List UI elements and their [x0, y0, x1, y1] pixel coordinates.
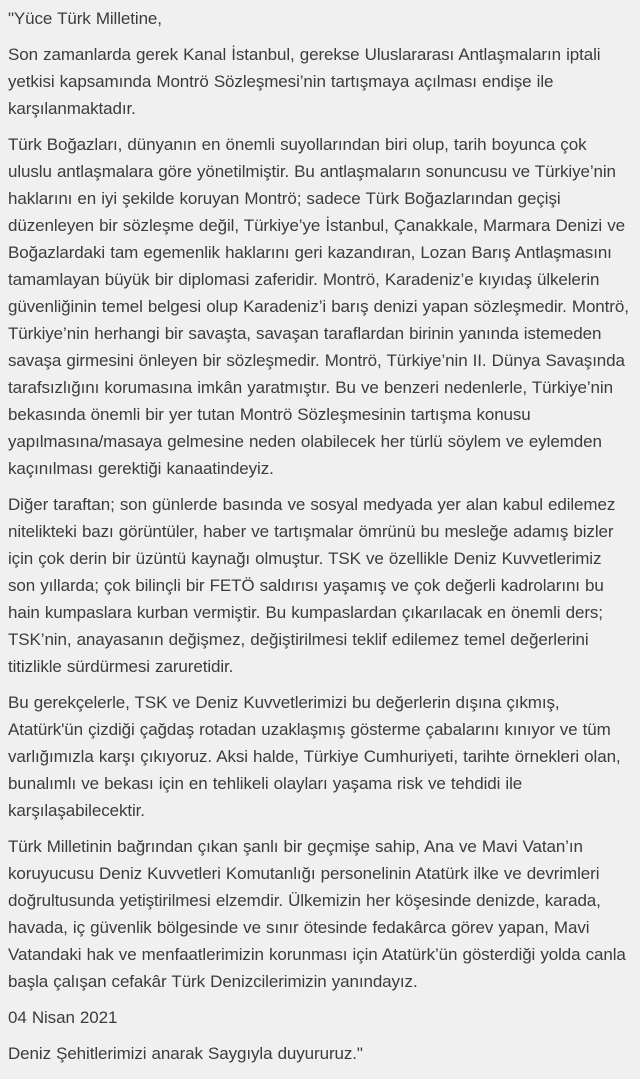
closing-line: Deniz Şehitlerimizi anarak Saygıyla duyururuz." — [8, 1044, 363, 1063]
paragraph-objection: Bu gerekçelerle, TSK ve Deniz Kuvvetlerimizi bu değerlerin dışına çıkmış, Atatürk'ün çizdiği çağdaş rotadan uzaklaşmış gösterme çabalarını kınıyor ve tüm varlığımızla karşı çıkıyoruz. Aksi halde, Türkiye Cumhuriyeti, tarihte örnekleri olan, bunalımlı ve bekası için en tehlikeli olayları yaşama risk ve tehdidi ile karşılaşabilecektir. — [8, 693, 621, 820]
date-line: 04 Nisan 2021 — [8, 1008, 118, 1027]
paragraph-naval-forces: Türk Milletinin bağrından çıkan şanlı bir geçmişe sahip, Ana ve Mavi Vatan’ın koruyucusu Deniz Kuvvetleri Komutanlığı personelinin Atatürk ilke ve devrimleri doğrultusunda yetiştirilmesi elzemdir. Ülkemizin her köşesinde denizde, karada, havada, iç güvenlik bölgesinde ve sınır ötesinde fedakârca görev yapan, Mavi Vatandaki hak ve menfaatlerimizin korunması için Atatürk’ün gösterdiği yolda canla başla çalışan cefakâr Türk Denizcilerimizin yanındayız. — [8, 837, 626, 991]
paragraph-straits-treaty: Türk Boğazları, dünyanın en önemli suyollarından biri olup, tarih boyunca çok uluslu antlaşmalara göre yönetilmiştir. Bu antlaşmaların sonuncusu ve Türkiye’nin haklarını en iyi şekilde koruyan Montrö; sadece Türk Boğazlarından geçişi düzenleyen bir sözleşme değil, Türkiye’ye İstanbul, Çanakkale, Marmara Denizi ve Boğazlardaki tam egemenlik haklarını geri kazandıran, Lozan Barış Antlaşmasını tamamlayan büyük bir diplomasi zaferidir. Montrö, Karadeniz’e kıyıdaş ülkelerin güvenliğinin temel belgesi olup Karadeniz’i barış denizi yapan sözleşmedir. Montrö, Türkiye’nin herhangi bir savaşta, savaşan taraflardan birinin yanında istemeden savaşa girmesini önleyen bir sözleşmedir. Montrö, Türkiye’nin II. Dünya Savaşında tarafsızlığını korumasına imkân yaratmıştır. Bu ve benzeri nedenlerle, Türkiye’nin bekasında önemli bir yer tutan Montrö Sözleşmesinin tartışma konusu yapılmasına/masaya gelmesine neden olabilecek her türlü söylem ve eylemden kaçınılması gerektiği kanaatindeyiz. — [8, 135, 629, 478]
paragraph-montro-concern: Son zamanlarda gerek Kanal İstanbul, gerekse Uluslararası Antlaşmaların iptali yetkisi kapsamında Montrö Sözleşmesi’nin tartışmaya açılması endişe ile karşılanmaktadır. — [8, 45, 601, 118]
paragraph-navy-feto: Diğer taraftan; son günlerde basında ve sosyal medyada yer alan kabul edilemez nitelikteki bazı görüntüler, haber ve tartışmalar ömrünü bu mesleğe adamış bizler için çok derin bir üzüntü kaynağı olmuştur. TSK ve özellikle Deniz Kuvvetlerimiz son yıllarda; çok bilinçli bir FETÖ saldırısı yaşamış ve çok değerli kadrolarını bu hain kumpaslara kurban vermiştir. Bu kumpaslardan çıkarılacak en önemli ders; TSK’nin, anayasanın değişmez, değiştirilmesi teklif edilemez temel değerlerini titizlikle sürdürmesi zaruretidir. — [8, 495, 616, 676]
salutation-line: "Yüce Türk Milletine, — [8, 9, 162, 28]
